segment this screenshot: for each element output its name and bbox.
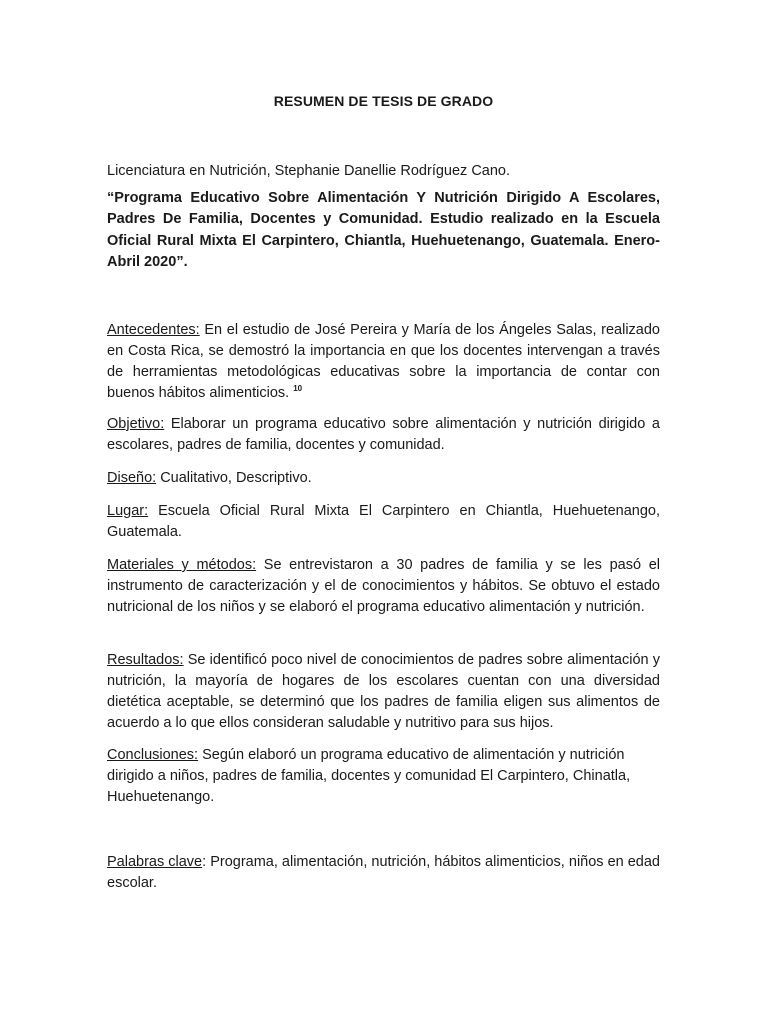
document-title: RESUMEN DE TESIS DE GRADO: [273, 93, 494, 109]
section-objetivo: [107, 414, 660, 456]
section-lugar: [107, 501, 660, 543]
section-text: Elaborar un programa educativo sobre alimentación y nutrición dirigido a escolares, padres de familia, docentes y comunidad.: [107, 416, 660, 453]
section-resultados: [107, 650, 660, 734]
section-text: Se entrevistaron a 30 padres de familia y se les pasó el instrumento de caracterización y el de conocimientos y hábitos. Se obtuvo el estado nutricional de los niños y se elaboró el programa educativo alimentación y nutrición.: [107, 557, 660, 615]
reference-number: 10: [293, 384, 303, 393]
section-conclusiones: [107, 745, 660, 808]
section-label: Materiales y métodos:: [107, 557, 257, 573]
section-label: Objetivo:: [107, 416, 165, 432]
section-diseno: [107, 468, 660, 489]
section-label: Resultados:: [107, 652, 184, 668]
author-line: Licenciatura en Nutrición, Stephanie Danellie Rodríguez Cano.: [107, 163, 511, 179]
section-text: Cualitativo, Descriptivo.: [156, 470, 312, 486]
section-label: Conclusiones:: [107, 747, 199, 763]
section-label: Palabras clave: [107, 854, 203, 870]
thesis-title: “Programa Educativo Sobre Alimentación Y Nutrición Dirigido A Escolares, Padres De Familia, Docentes y Comunidad. Estudio realizado en la Escuela Oficial Rural Mixta El Carpintero, Chiantla, Huehuetenango, Guatemala. Enero- Abril 2020”.: [107, 190, 660, 270]
section-label: Antecedentes:: [107, 322, 200, 338]
section-text: Escuela Oficial Rural Mixta El Carpintero en Chiantla, Huehuetenango, Guatemala.: [107, 503, 660, 540]
section-text: : Programa, alimentación, nutrición, hábitos alimenticios, niños en edad escolar.: [107, 854, 660, 891]
section-label: Diseño:: [107, 470, 157, 486]
section-text: Según elaboró un programa educativo de alimentación y nutrición dirigido a niños, padres de familia, docentes y comunidad El Carpintero, Chinatla, Huehuetenango.: [107, 747, 631, 805]
section-text: En el estudio de José Pereira y María de los Ángeles Salas, realizado en Costa Rica, se demostró la importancia en que los docentes intervengan a través de herramientas metodológicas educativas sobre la importancia de contar con buenos hábitos alimenticios.: [107, 322, 660, 401]
section-palabras-clave: [107, 852, 660, 894]
section-text: Se identificó poco nivel de conocimientos de padres sobre alimentación y nutrición, la mayoría de hogares de los escolares cuentan con una diversidad dietética aceptable, se determinó que los padres de familia eligen sus alimentos de acuerdo a lo que ellos consideran saludable y nutritivo para sus hijos.: [107, 652, 660, 731]
section-antecedentes: [107, 320, 660, 404]
section-label: Lugar:: [107, 503, 149, 519]
section-materiales: [107, 555, 660, 618]
